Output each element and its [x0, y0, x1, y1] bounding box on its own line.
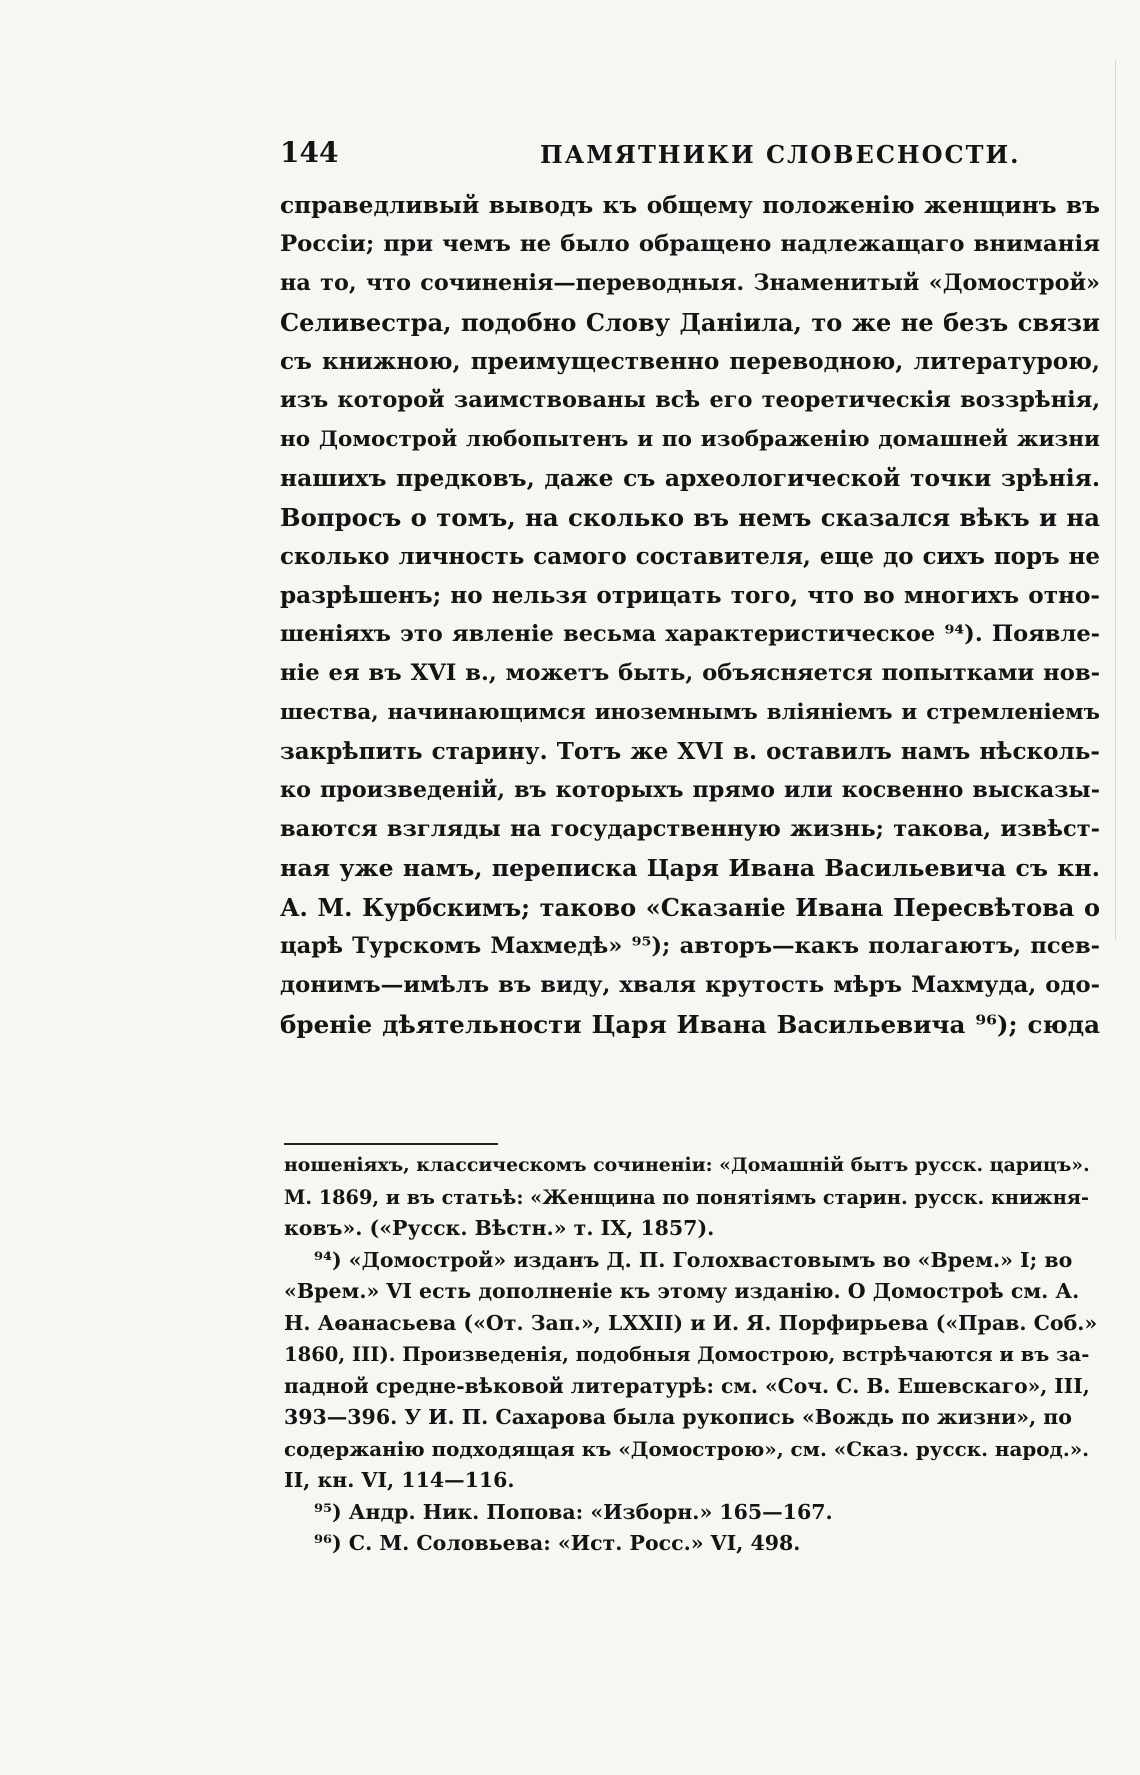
body-line: на то, что сочиненія—переводныя. Знаменитый «Домострой»	[280, 270, 1100, 296]
body-line: А. М. Курбскимъ; таково «Сказаніе Ивана Пересвѣтова о	[280, 893, 1100, 922]
body-line: бреніе дѣятельности Царя Ивана Васильевича ⁹⁶); сюда	[280, 1010, 1100, 1039]
body-line: донимъ—имѣлъ въ виду, хваля крутость мѣръ Махмуда, одо-	[280, 972, 1100, 998]
body-line: ная уже намъ, переписка Царя Ивана Васильевича съ кн.	[280, 854, 1100, 882]
footnote-line: «Врем.» VI есть дополненіе къ этому изданію. О Домостроѣ см. А.	[284, 1279, 1080, 1303]
footnotes	[284, 1150, 1098, 1560]
body-line: шества, начинающимся иноземнымъ вліяніемъ и стремленіемъ	[280, 700, 1100, 725]
footnote-line: 393—396. У И. П. Сахарова была рукопись «Вождь по жизни», по	[284, 1405, 1072, 1429]
footnote-line: падной средне-вѣковой литературѣ: см. «Соч. С. В. Ешевскаго», III,	[284, 1373, 1090, 1398]
footnote-line: 1860, III). Произведенія, подобныя Домострою, встрѣчаются и въ за-	[284, 1343, 1090, 1366]
body-text	[280, 186, 1100, 1044]
body-line: сколько личность самого составителя, еще до сихъ поръ не	[280, 543, 1100, 570]
body-line: царѣ Турскомъ Махмедѣ» ⁹⁵); авторъ—какъ полагаютъ, псев-	[280, 933, 1100, 959]
footnote-line: Н. Аѳанасьева («От. Зап.», LXXII) и И. Я. Порфирьева («Прав. Соб.»	[284, 1310, 1098, 1335]
footnote-line: ⁹⁶) С. М. Соловьева: «Ист. Росс.» VI, 498.	[314, 1531, 801, 1555]
body-line: закрѣпить старину. Тотъ же XVI в. оставилъ намъ нѣсколь-	[280, 738, 1100, 765]
footnote-line: ношеніяхъ, классическомъ сочиненіи: «Домашній бытъ русск. царицъ».	[284, 1154, 1090, 1176]
page-edge-line	[1115, 60, 1116, 940]
body-line: ваются взгляды на государственную жизнь; такова, извѣст-	[280, 816, 1100, 842]
page-number: 144	[280, 136, 339, 169]
body-line: съ книжною, преимущественно переводною, литературою,	[280, 348, 1100, 375]
page-header	[280, 136, 1100, 176]
footnote-line: содержанію подходящая къ «Домострою», см. «Сказ. русск. народ.».	[284, 1436, 1090, 1461]
body-line: ко произведеній, въ которыхъ прямо или косвенно высказы-	[280, 777, 1100, 803]
footnote-line: М. 1869, и въ статьѣ: «Женщина по понятіямъ старин. русск. книжня-	[284, 1185, 1090, 1209]
body-line: шеніяхъ это явленіе весьма характеристическое ⁹⁴). Появле-	[280, 621, 1100, 647]
footnote-line: ⁹⁴) «Домострой» изданъ Д. П. Голохвастовымъ во «Врем.» I; во	[314, 1247, 1073, 1272]
body-line: Селивестра, подобно Слову Даніила, то же не безъ связи	[280, 308, 1100, 337]
body-line: но Домострой любопытенъ и по изображенію домашней жизни	[280, 427, 1100, 452]
body-line: разрѣшенъ; но нельзя отрицать того, что во многихъ отно-	[280, 582, 1100, 609]
body-line: Россіи; при чемъ не было обращено надлежащаго вниманія	[280, 231, 1100, 257]
footnote-separator	[284, 1143, 498, 1145]
body-line: изъ которой заимствованы всѣ его теоретическія воззрѣнія,	[280, 387, 1100, 413]
footnote-line: ковъ». («Русск. Вѣстн.» т. IX, 1857).	[284, 1216, 715, 1240]
body-line: справедливый выводъ къ общему положенію женщинъ въ	[280, 192, 1100, 219]
body-line: нашихъ предковъ, даже съ археологической точки зрѣнія.	[280, 464, 1100, 492]
running-title: ПАМЯТНИКИ СЛОВЕСНОСТИ.	[540, 140, 1021, 169]
footnote-line: ⁹⁵) Андр. Ник. Попова: «Изборн.» 165—167.	[314, 1499, 833, 1524]
body-line: ніе ея въ XVI в., можетъ быть, объясняется попытками нов-	[280, 660, 1100, 686]
footnote-line: II, кн. VI, 114—116.	[284, 1468, 515, 1492]
body-line: Вопросъ о томъ, на сколько въ немъ сказался вѣкъ и на	[280, 503, 1100, 532]
